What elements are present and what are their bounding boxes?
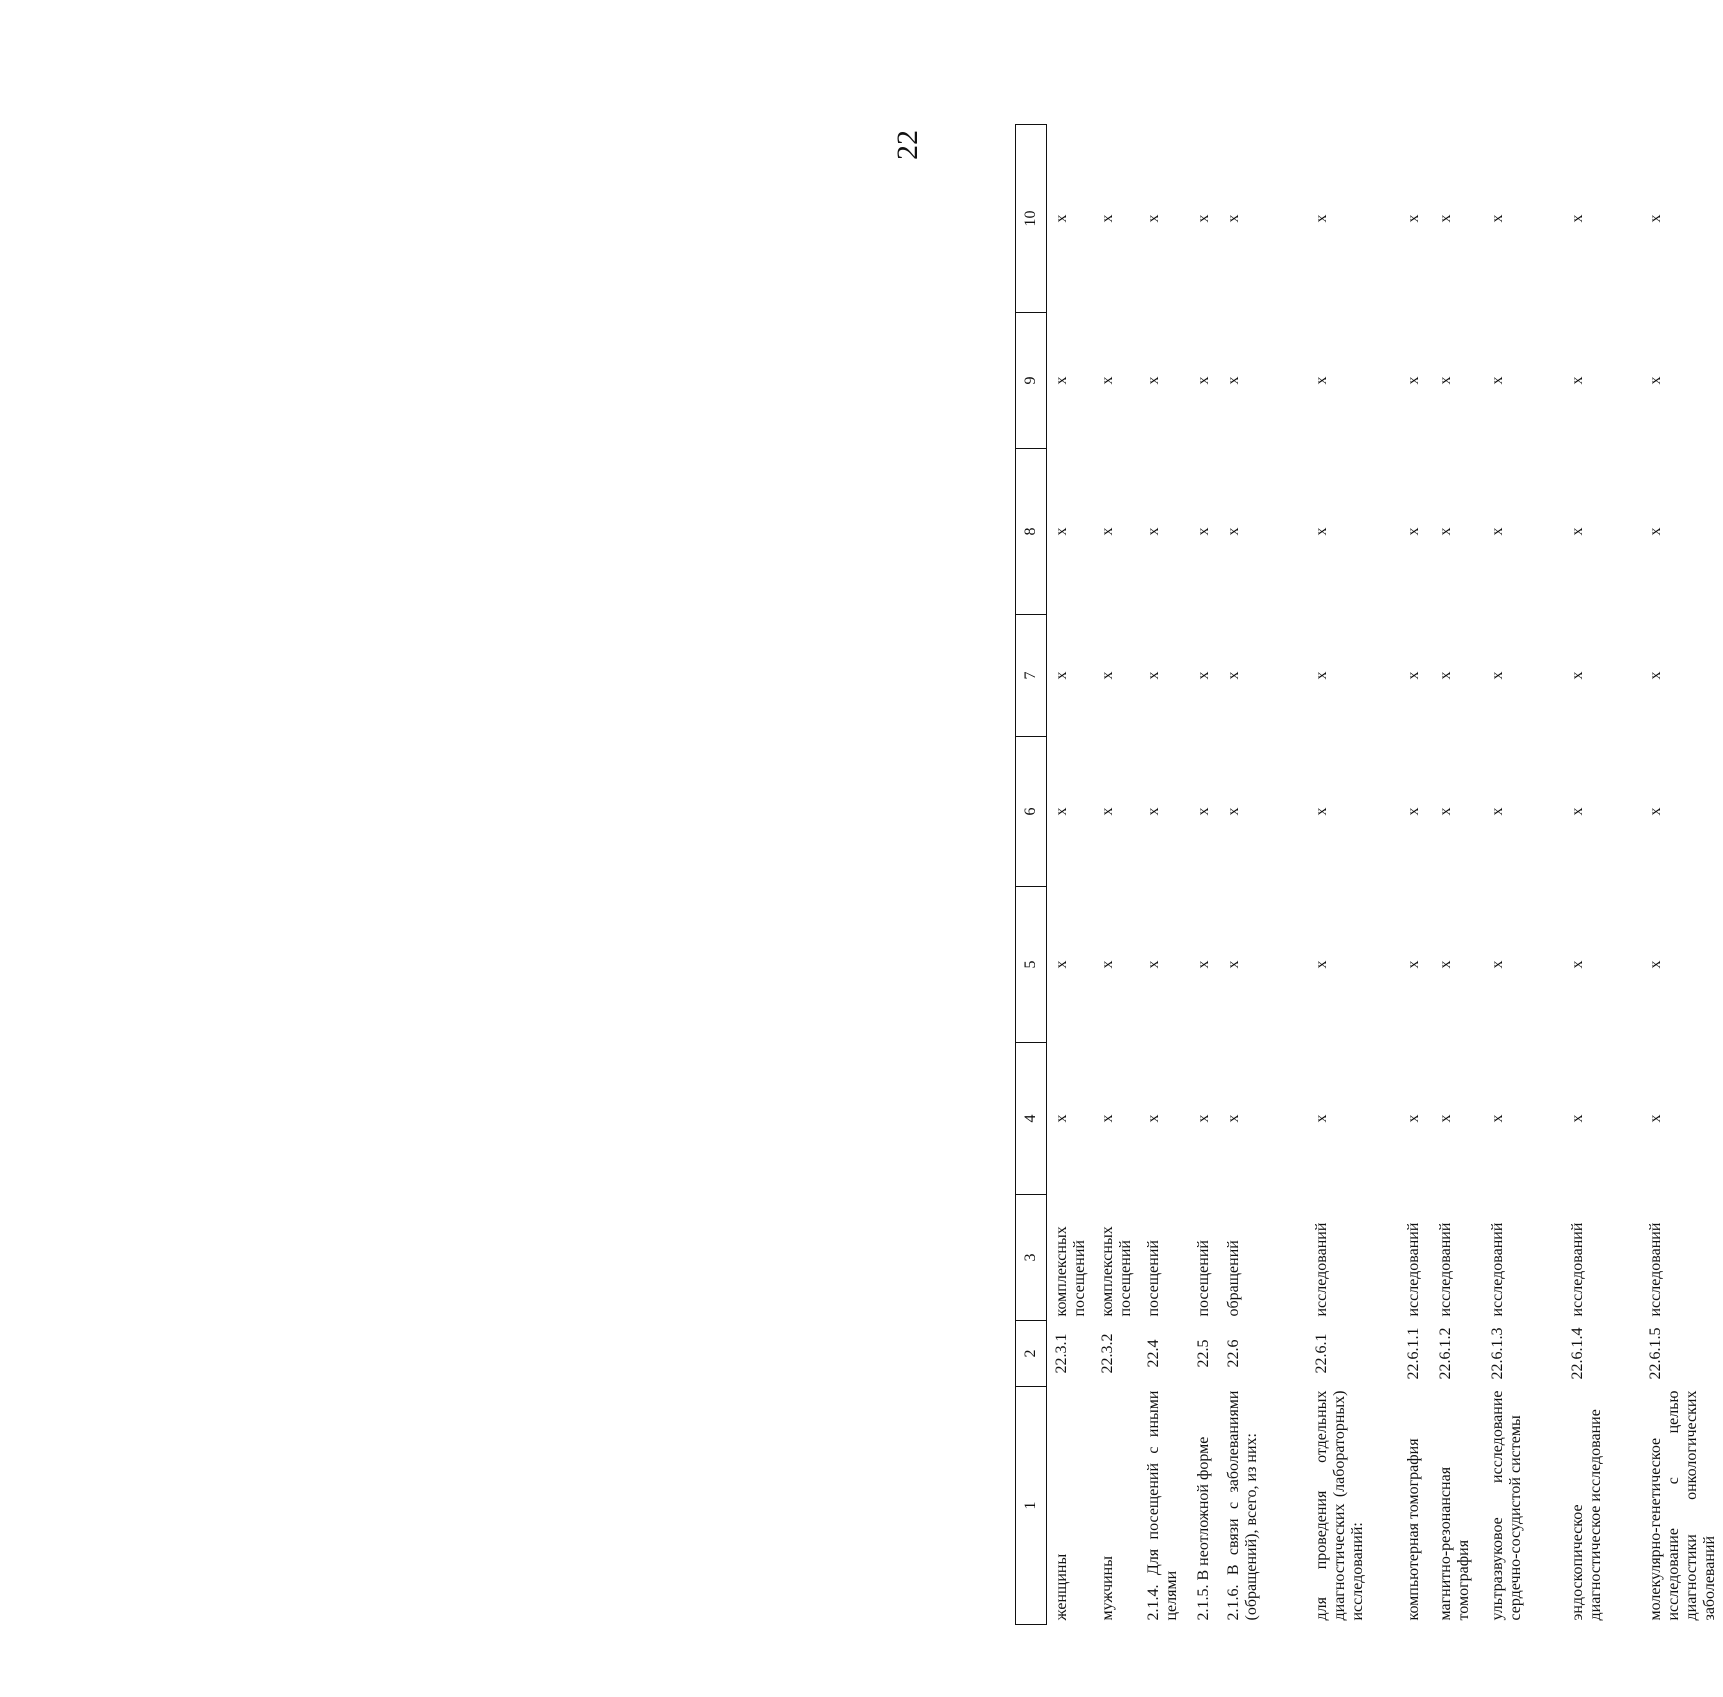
value-cell: х — [1405, 527, 1422, 536]
row-name-cell: 2.1.6. В связи с заболеваниями (обращений), всего, из них: — [1225, 1390, 1260, 1621]
row-unit-cell: исследований — [1647, 1222, 1664, 1317]
value-cell: х — [1225, 671, 1242, 680]
value-cell: х — [1099, 671, 1116, 680]
table-row — [1189, 125, 1219, 1625]
value-cell: х — [1647, 214, 1664, 223]
value-cell: х — [1099, 960, 1116, 969]
table-row — [1219, 125, 1307, 1625]
value-cell: х — [1569, 376, 1586, 385]
value-cell: х — [1569, 1114, 1586, 1123]
row-unit-cell: комплексных посещений — [1099, 1226, 1134, 1317]
row-code-cell: 22.6.1.2 — [1437, 1327, 1454, 1380]
value-cell: х — [1053, 960, 1070, 969]
value-cell: х — [1225, 807, 1242, 816]
row-name-cell: компьютерная томография — [1405, 1438, 1422, 1621]
value-cell: х — [1313, 807, 1330, 816]
row-name-cell: мужчины — [1099, 1556, 1116, 1621]
value-cell: х — [1313, 527, 1330, 536]
value-cell: х — [1437, 214, 1454, 223]
value-cell: х — [1053, 671, 1070, 680]
row-name-cell: эндоскопическое диагностическое исследование — [1569, 1409, 1604, 1621]
value-cell: х — [1405, 671, 1422, 680]
value-cell: х — [1195, 214, 1212, 223]
value-cell: х — [1195, 671, 1212, 680]
value-cell: х — [1647, 527, 1664, 536]
value-cell: х — [1145, 214, 1162, 223]
row-unit-cell: посещений — [1195, 1240, 1212, 1317]
row-name-cell: 2.1.4. Для посещений с иными целями — [1145, 1390, 1180, 1621]
value-cell: х — [1569, 960, 1586, 969]
value-cell: х — [1647, 960, 1664, 969]
value-cell: х — [1145, 1114, 1162, 1123]
value-cell: х — [1145, 376, 1162, 385]
value-cell: х — [1313, 671, 1330, 680]
value-cell: х — [1489, 1114, 1506, 1123]
row-code-cell: 22.6.1.5 — [1647, 1327, 1664, 1380]
value-cell: х — [1647, 376, 1664, 385]
column-header: 3 — [1016, 1195, 1047, 1321]
value-cell: х — [1225, 214, 1242, 223]
row-name-cell: магнитно-резонансная томография — [1437, 1466, 1472, 1621]
value-cell: х — [1405, 1114, 1422, 1123]
row-code-cell: 22.6 — [1225, 1339, 1242, 1368]
value-cell: х — [1437, 527, 1454, 536]
row-unit-cell: посещений — [1145, 1240, 1162, 1317]
value-cell: х — [1569, 527, 1586, 536]
value-cell: х — [1647, 671, 1664, 680]
row-unit-cell: исследований — [1437, 1222, 1454, 1317]
row-name-cell: женщины — [1053, 1553, 1070, 1621]
row-code-cell: 22.6.1.1 — [1405, 1327, 1422, 1380]
value-cell: х — [1225, 1114, 1242, 1123]
column-header: 6 — [1016, 737, 1047, 887]
value-cell: х — [1437, 1114, 1454, 1123]
row-code-cell: 22.3.1 — [1053, 1333, 1070, 1374]
value-cell: х — [1145, 960, 1162, 969]
value-cell: х — [1053, 376, 1070, 385]
value-cell: х — [1437, 376, 1454, 385]
row-unit-cell: обращений — [1225, 1240, 1242, 1317]
table-row — [1563, 125, 1641, 1625]
table-row — [1431, 125, 1483, 1625]
row-name-cell: молекулярно-генетическое исследование с целью диагностики онкологических заболеваний — [1647, 1390, 1718, 1621]
column-header: 7 — [1016, 615, 1047, 737]
value-cell: х — [1225, 527, 1242, 536]
row-name-cell: для проведения отдельных диагностических (лабораторных) исследований: — [1313, 1390, 1366, 1621]
value-cell: х — [1053, 807, 1070, 816]
row-unit-cell: комплексных посещений — [1053, 1226, 1088, 1317]
table-row — [1399, 125, 1431, 1625]
column-header: 9 — [1016, 313, 1047, 449]
value-cell: х — [1053, 1114, 1070, 1123]
value-cell: х — [1053, 214, 1070, 223]
value-cell: х — [1313, 960, 1330, 969]
column-header: 8 — [1016, 449, 1047, 615]
value-cell: х — [1569, 671, 1586, 680]
value-cell: х — [1647, 807, 1664, 816]
row-code-cell: 22.5 — [1195, 1339, 1212, 1368]
value-cell: х — [1313, 1114, 1330, 1123]
row-code-cell: 22.3.2 — [1099, 1333, 1116, 1374]
value-cell: х — [1099, 1114, 1116, 1123]
column-header: 2 — [1016, 1321, 1047, 1387]
row-unit-cell: исследований — [1405, 1222, 1422, 1317]
value-cell: х — [1145, 671, 1162, 680]
value-cell: х — [1145, 807, 1162, 816]
row-unit-cell: исследований — [1313, 1222, 1330, 1317]
value-cell: х — [1313, 214, 1330, 223]
value-cell: х — [1489, 527, 1506, 536]
header-row — [1016, 125, 1047, 1625]
value-cell: х — [1437, 671, 1454, 680]
value-cell: х — [1195, 527, 1212, 536]
value-cell: х — [1489, 214, 1506, 223]
row-code-cell: 22.6.1.3 — [1489, 1327, 1506, 1380]
value-cell: х — [1313, 376, 1330, 385]
table-row — [1641, 125, 1723, 1625]
value-cell: х — [1145, 527, 1162, 536]
value-cell: х — [1225, 376, 1242, 385]
column-header: 1 — [1016, 1387, 1047, 1625]
value-cell: х — [1195, 1114, 1212, 1123]
table-row — [1139, 125, 1189, 1625]
value-cell: х — [1195, 376, 1212, 385]
row-unit-cell: исследований — [1569, 1222, 1586, 1317]
value-cell: х — [1569, 214, 1586, 223]
row-name-cell: 2.1.5. В неотложной форме — [1195, 1436, 1212, 1621]
value-cell: х — [1225, 960, 1242, 969]
value-cell: х — [1489, 671, 1506, 680]
value-cell: х — [1195, 807, 1212, 816]
value-cell: х — [1099, 214, 1116, 223]
value-cell: х — [1569, 807, 1586, 816]
column-header: 4 — [1016, 1043, 1047, 1195]
value-cell: х — [1053, 527, 1070, 536]
row-code-cell: 22.6.1 — [1313, 1333, 1330, 1374]
table-row — [1483, 125, 1563, 1625]
data-table — [1015, 124, 1723, 1625]
value-cell: х — [1195, 960, 1212, 969]
value-cell: х — [1099, 376, 1116, 385]
table-row — [1047, 125, 1094, 1625]
column-header: 5 — [1016, 887, 1047, 1043]
row-code-cell: 22.4 — [1145, 1339, 1162, 1368]
value-cell: х — [1405, 214, 1422, 223]
value-cell: х — [1405, 376, 1422, 385]
value-cell: х — [1099, 527, 1116, 536]
value-cell: х — [1437, 960, 1454, 969]
value-cell: х — [1489, 960, 1506, 969]
data-table-container — [1015, 125, 1723, 1625]
value-cell: х — [1489, 376, 1506, 385]
row-unit-cell: исследований — [1489, 1222, 1506, 1317]
value-cell: х — [1405, 807, 1422, 816]
value-cell: х — [1437, 807, 1454, 816]
value-cell: х — [1099, 807, 1116, 816]
row-name-cell: ультразвуковое исследование сердечно-сосудистой системы — [1489, 1390, 1524, 1621]
row-code-cell: 22.6.1.4 — [1569, 1327, 1586, 1380]
table-row — [1307, 125, 1399, 1625]
value-cell: х — [1405, 960, 1422, 969]
column-header: 10 — [1016, 125, 1047, 313]
value-cell: х — [1489, 807, 1506, 816]
value-cell: х — [1647, 1114, 1664, 1123]
page-number: 22 — [891, 130, 924, 160]
table-row — [1093, 125, 1139, 1625]
